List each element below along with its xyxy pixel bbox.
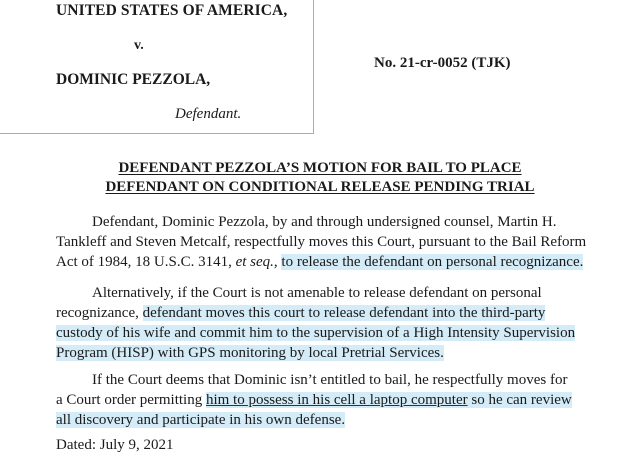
defendant-name: DOMINIC PEZZOLA, [56, 71, 211, 88]
paragraph-3-line-3 [56, 410, 576, 430]
paragraph-2-line-3 [56, 323, 576, 343]
paragraph-3-line-2 [56, 390, 576, 410]
highlight-review-text: so he can review [467, 392, 572, 408]
paragraph-3-text: a Court order permitting [56, 392, 206, 408]
paragraph-1-line-3 [56, 252, 584, 272]
highlight-gps-monitoring: Program (HISP) with GPS monitoring by local Pretrial Services. [56, 345, 444, 361]
case-caption-box [0, 0, 314, 134]
paragraph-3 [56, 370, 576, 430]
highlight-discovery: all discovery and participate in his own defense. [56, 412, 346, 428]
motion-title-line-2: DEFENDANT ON CONDITIONAL RELEASE PENDING TRIAL [105, 179, 535, 195]
paragraph-1-line-1: Defendant, Dominic Pezzola, by and through undersigned counsel, Martin H. [92, 214, 557, 230]
paragraph-1-comma: , [273, 254, 282, 270]
paragraph-2-text: recognizance, [56, 305, 143, 321]
highlight-supervision: custody of his wife and commit him to the supervision of a High Intensity Supervision [56, 325, 576, 341]
case-number: No. 21-cr-0052 (TJK) [374, 55, 511, 71]
motion-title-line-1: DEFENDANT PEZZOLA’S MOTION FOR BAIL TO PLACE [118, 160, 522, 176]
plaintiff-name: UNITED STATES OF AMERICA, [56, 2, 288, 19]
versus-label: v. [134, 38, 144, 53]
date-line: Dated: July 9, 2021 [56, 437, 174, 453]
paragraph-1 [56, 212, 587, 272]
defendant-role: Defendant. [175, 106, 242, 122]
et-seq-italic: et seq. [235, 254, 274, 270]
paragraph-1-text: Act of 1984, 18 U.S.C. 3141, [56, 254, 236, 270]
paragraph-2 [56, 283, 576, 363]
paragraph-2-line-1: Alternatively, if the Court is not amenable to release defendant on personal [92, 285, 542, 301]
paragraph-2-line-4 [56, 343, 576, 363]
paragraph-2-line-2 [56, 303, 576, 323]
highlight-personal-recognizance: to release the defendant on personal recognizance. [281, 254, 584, 270]
paragraph-1-line-2: Tankleff and Steven Metcalf, respectfully moves this Court, pursuant to the Bail Reform [56, 234, 587, 250]
paragraph-3-line-1: If the Court deems that Dominic isn’t entitled to bail, he respectfully moves for [92, 372, 568, 388]
highlight-laptop-request: him to possess in his cell a laptop computer [205, 392, 468, 408]
highlight-third-party-custody: defendant moves this court to release defendant into the third-party [142, 305, 546, 321]
